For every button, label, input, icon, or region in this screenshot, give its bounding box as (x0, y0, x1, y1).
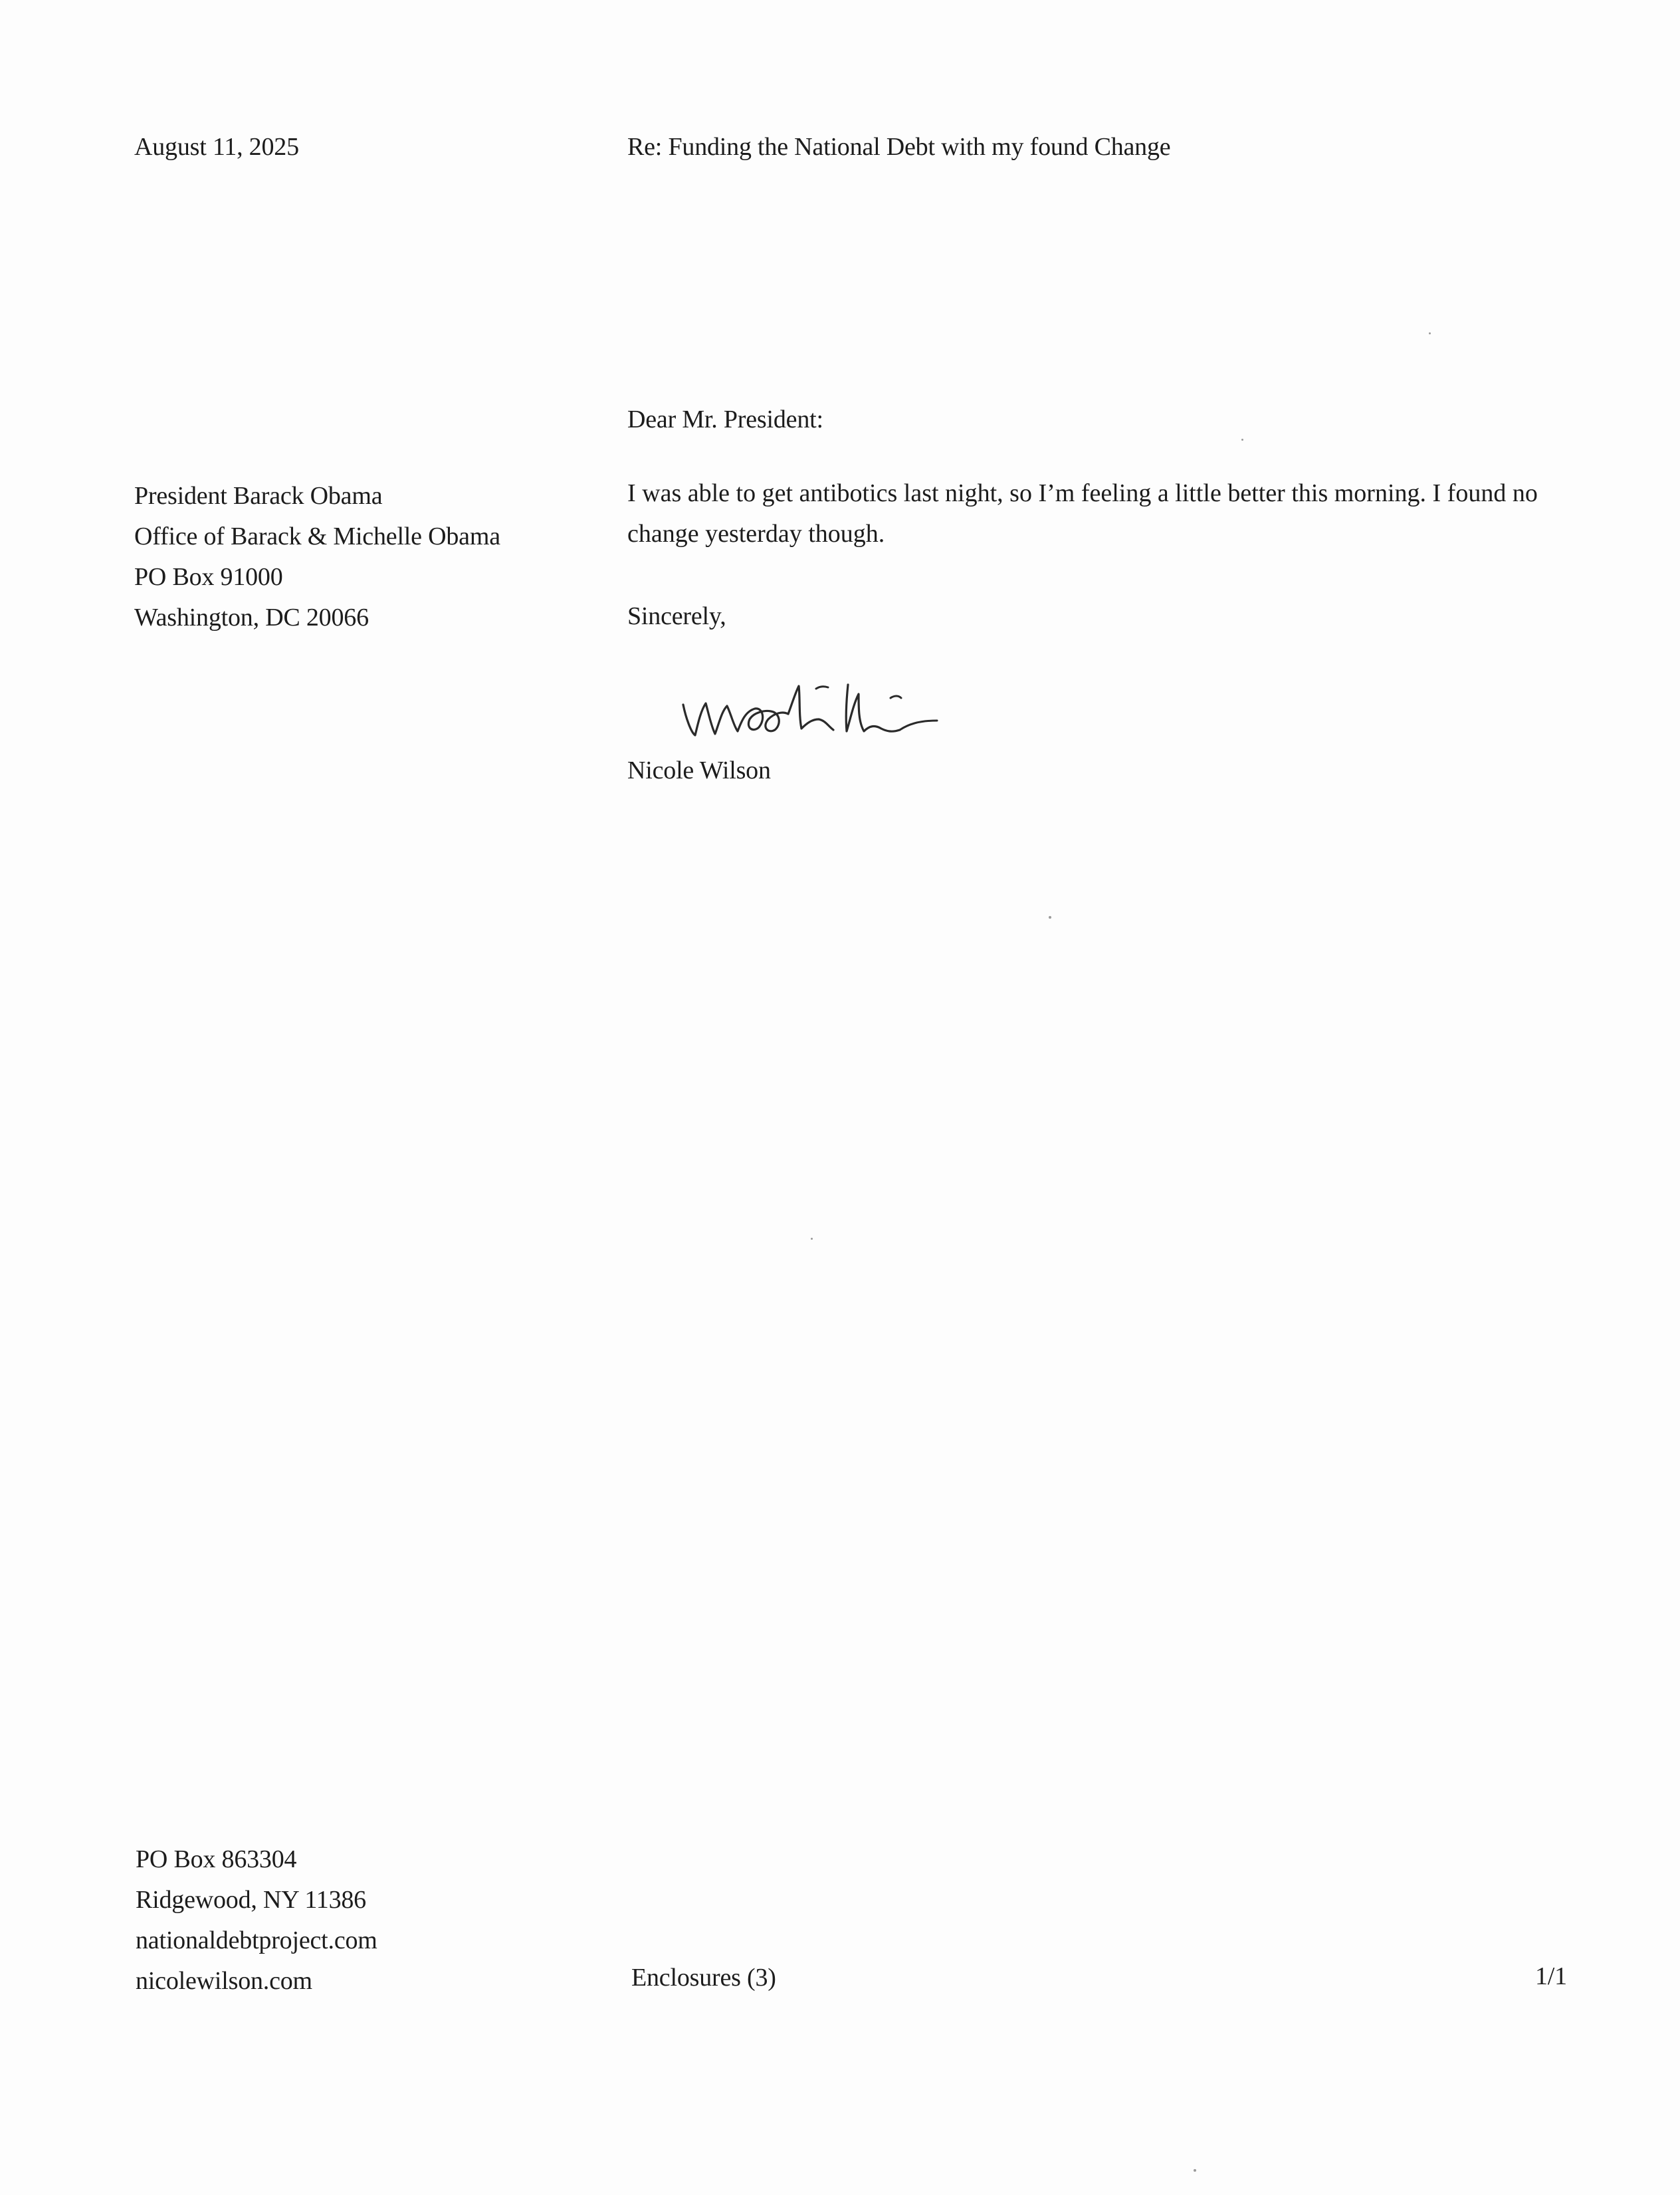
scan-speck (1429, 332, 1431, 334)
handwritten-signature (671, 671, 1017, 745)
recipient-line: President Barack Obama (134, 482, 383, 510)
sender-line: nationaldebtproject.com (136, 1926, 377, 1954)
signature-name: Nicole Wilson (627, 756, 771, 784)
scan-speck (1049, 916, 1051, 919)
sender-line: nicolewilson.com (136, 1967, 312, 1995)
closing: Sincerely, (627, 602, 726, 630)
recipient-line: PO Box 91000 (134, 563, 283, 591)
letter-body: I was able to get antibotics last night, so I’m feeling a little better this morning. I found no change yesterday though. (627, 479, 1538, 548)
letter-subject: Re: Funding the National Debt with my found Change (627, 133, 1171, 161)
scan-speck (1194, 2169, 1196, 2172)
salutation: Dear Mr. President: (627, 405, 823, 433)
sender-address (136, 1839, 377, 2002)
sender-line: Ridgewood, NY 11386 (136, 1886, 366, 1914)
scan-speck (811, 1238, 813, 1240)
letter-date: August 11, 2025 (134, 133, 299, 161)
sender-line: PO Box 863304 (136, 1845, 297, 1873)
page-number: 1/1 (1535, 1962, 1567, 1990)
recipient-address (134, 476, 500, 638)
enclosures-note: Enclosures (3) (631, 1964, 776, 1992)
recipient-line: Washington, DC 20066 (134, 604, 369, 632)
recipient-line: Office of Barack & Michelle Obama (134, 522, 500, 550)
scan-speck (1241, 439, 1243, 441)
